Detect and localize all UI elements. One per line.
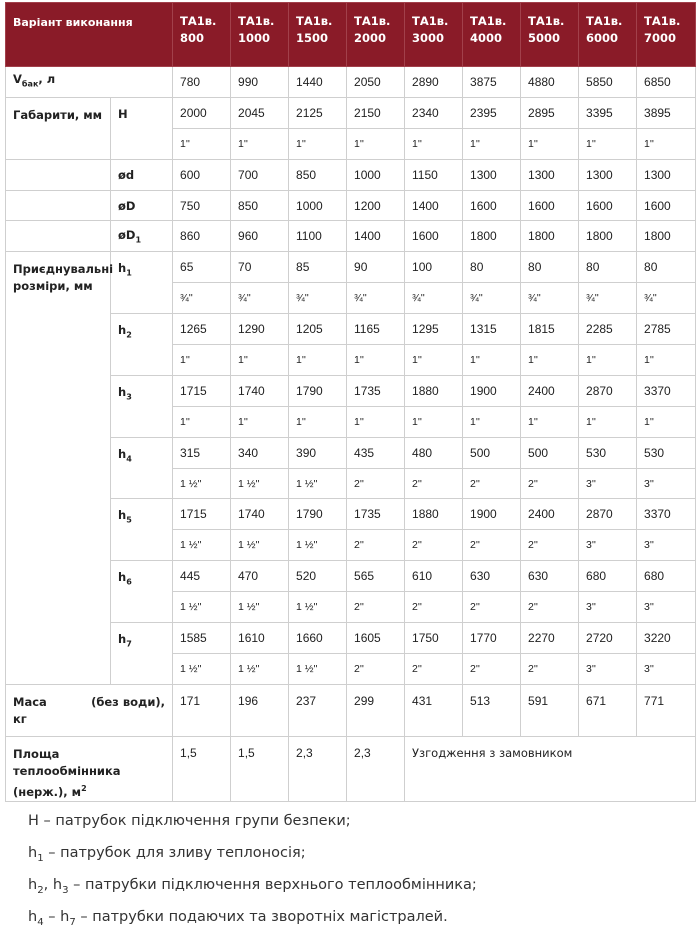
dimension-value: 1400 xyxy=(347,221,405,252)
connection-sub-label: $h_4$ xyxy=(111,437,173,499)
connection-size: 1'' xyxy=(347,345,405,376)
connection-size: 2'' xyxy=(405,653,463,684)
connection-size: 2'' xyxy=(521,530,579,561)
dimensions-spacer xyxy=(6,190,111,221)
dimensions-label: Габарити, мм xyxy=(6,97,111,159)
dimension-value: 1000 xyxy=(289,190,347,221)
connection-dimension: 1295 xyxy=(405,314,463,345)
dimension-row xyxy=(6,159,696,190)
connection-dimension: 1290 xyxy=(231,314,289,345)
connection-size: 1 ½'' xyxy=(173,468,231,499)
connection-dimension: 680 xyxy=(579,561,637,592)
connection-size: 1'' xyxy=(231,345,289,376)
connection-dimension: 1790 xyxy=(289,375,347,406)
connection-dimension: 70 xyxy=(231,252,289,283)
dimension-value: 1600 xyxy=(405,221,463,252)
dimension-value: 1300 xyxy=(521,159,579,190)
connection-size: ¾'' xyxy=(173,283,231,314)
connection-size: ¾'' xyxy=(405,283,463,314)
note-line: $h_2$, $h_3$ – патрубки підключення верхнього теплообмінника; xyxy=(28,876,477,896)
volume-value: 1440 xyxy=(289,67,347,98)
dimension-value: 1'' xyxy=(521,128,579,159)
dimension-value: 1'' xyxy=(579,128,637,159)
connection-size: 1 ½'' xyxy=(231,530,289,561)
connection-size: 2'' xyxy=(347,592,405,623)
dimension-value: 1800 xyxy=(637,221,696,252)
connection-dimension: 1900 xyxy=(463,375,521,406)
connection-dimension: 2870 xyxy=(579,375,637,406)
dimension-value: 1100 xyxy=(289,221,347,252)
mass-value: 196 xyxy=(231,684,289,736)
connection-size: 1 ½'' xyxy=(173,653,231,684)
dimension-value: 2395 xyxy=(463,97,521,128)
connection-size: 1'' xyxy=(405,406,463,437)
connection-dimension: 1715 xyxy=(173,499,231,530)
connection-size: 1'' xyxy=(579,345,637,376)
connection-size: 3'' xyxy=(637,468,696,499)
connection-dimension: 3370 xyxy=(637,375,696,406)
connection-dimension: 610 xyxy=(405,561,463,592)
volume-value: 6850 xyxy=(637,67,696,98)
dimension-value: 2340 xyxy=(405,97,463,128)
dimension-sub-label: øD xyxy=(111,190,173,221)
volume-value: 2890 xyxy=(405,67,463,98)
dimensions-spacer xyxy=(6,221,111,252)
dimension-row xyxy=(6,97,696,128)
dimension-value: 2125 xyxy=(289,97,347,128)
dimension-value: 2895 xyxy=(521,97,579,128)
dimension-sub-label: $øD_1$ xyxy=(111,221,173,252)
mass-label: Маса (без води), кг xyxy=(6,684,173,736)
connection-size: 2'' xyxy=(521,592,579,623)
volume-label: $V_{бак}$, л xyxy=(6,67,173,98)
connection-size: 2'' xyxy=(347,653,405,684)
dimension-value: 700 xyxy=(231,159,289,190)
connection-dimension: 1165 xyxy=(347,314,405,345)
area-row xyxy=(6,736,696,801)
connection-dimension: 1740 xyxy=(231,375,289,406)
dimension-value: 1600 xyxy=(463,190,521,221)
dimension-value: 1800 xyxy=(579,221,637,252)
connection-dimension: 500 xyxy=(521,437,579,468)
connection-dimension: 530 xyxy=(637,437,696,468)
model-header: ТА1в. 6000 xyxy=(579,3,637,67)
mass-value: 671 xyxy=(579,684,637,736)
dimension-value: 2045 xyxy=(231,97,289,128)
connection-size: 1 ½'' xyxy=(289,530,347,561)
mass-row xyxy=(6,684,696,736)
volume-value: 5850 xyxy=(579,67,637,98)
connection-size: ¾'' xyxy=(579,283,637,314)
connection-size: ¾'' xyxy=(463,283,521,314)
connection-dimension: 2720 xyxy=(579,623,637,654)
connection-dimension: 480 xyxy=(405,437,463,468)
connection-size: ¾'' xyxy=(231,283,289,314)
connection-sub-label: $h_6$ xyxy=(111,561,173,623)
dimension-value: 600 xyxy=(173,159,231,190)
model-header: ТА1в. 1500 xyxy=(289,3,347,67)
connection-sub-label: $h_1$ xyxy=(111,252,173,314)
connection-dimension: 1715 xyxy=(173,375,231,406)
connection-dimension: 2870 xyxy=(579,499,637,530)
dimension-value: 1'' xyxy=(347,128,405,159)
mass-value: 513 xyxy=(463,684,521,736)
area-label: Площа теплообмінника (нерж.), $м^2$ xyxy=(6,736,173,801)
connection-dimension: 500 xyxy=(463,437,521,468)
connection-size: 2'' xyxy=(521,653,579,684)
connection-size: 1'' xyxy=(579,406,637,437)
connection-dimension: 315 xyxy=(173,437,231,468)
volume-value: 990 xyxy=(231,67,289,98)
connection-dimension: 3370 xyxy=(637,499,696,530)
dimension-sub-label: H xyxy=(111,97,173,159)
dimension-value: 1800 xyxy=(521,221,579,252)
dimension-value: 960 xyxy=(231,221,289,252)
connection-size: 1'' xyxy=(521,406,579,437)
note-line: H – патрубок підключення групи безпеки; xyxy=(28,813,351,829)
area-value: 2,3 xyxy=(347,736,405,801)
dimension-value: 3395 xyxy=(579,97,637,128)
dimension-value: 850 xyxy=(231,190,289,221)
model-header: ТА1в. 5000 xyxy=(521,3,579,67)
mass-value: 171 xyxy=(173,684,231,736)
dimension-value: 1'' xyxy=(289,128,347,159)
connection-size: 2'' xyxy=(463,592,521,623)
connection-size: 1 ½'' xyxy=(231,592,289,623)
connection-dimension: 1750 xyxy=(405,623,463,654)
connection-size: ¾'' xyxy=(521,283,579,314)
area-agreement: Узгодження з замовником xyxy=(405,736,696,801)
dimension-value: 1300 xyxy=(463,159,521,190)
dimension-value: 1'' xyxy=(637,128,696,159)
connection-dimension: 65 xyxy=(173,252,231,283)
connection-size: 1'' xyxy=(289,345,347,376)
connection-dimension: 530 xyxy=(579,437,637,468)
note-line: $h_1$ – патрубок для зливу теплоносія; xyxy=(28,844,306,864)
area-value: 2,3 xyxy=(289,736,347,801)
connection-sub-label: $h_3$ xyxy=(111,375,173,437)
volume-value: 4880 xyxy=(521,67,579,98)
connection-dimension: 1900 xyxy=(463,499,521,530)
connection-size: 2'' xyxy=(405,530,463,561)
dimension-value: 2000 xyxy=(173,97,231,128)
dimension-value: 1150 xyxy=(405,159,463,190)
connection-dimension: 1605 xyxy=(347,623,405,654)
connection-sub-label: $h_2$ xyxy=(111,314,173,376)
connection-size: 1'' xyxy=(637,345,696,376)
connection-dimension: 2785 xyxy=(637,314,696,345)
connection-dimension: 90 xyxy=(347,252,405,283)
dimension-value: 3895 xyxy=(637,97,696,128)
mass-value: 771 xyxy=(637,684,696,736)
connection-size: 1 ½'' xyxy=(289,653,347,684)
dimension-value: 850 xyxy=(289,159,347,190)
connection-dimension: 2285 xyxy=(579,314,637,345)
connection-dimension: 630 xyxy=(463,561,521,592)
connection-dimension: 2400 xyxy=(521,499,579,530)
connection-dimension: 1265 xyxy=(173,314,231,345)
connection-dimension: 1610 xyxy=(231,623,289,654)
connection-size: 3'' xyxy=(579,592,637,623)
connection-size: 1 ½'' xyxy=(231,468,289,499)
connection-dimension: 1735 xyxy=(347,375,405,406)
header-row xyxy=(6,3,696,67)
connection-size: 2'' xyxy=(463,468,521,499)
connection-dimension: 520 xyxy=(289,561,347,592)
connection-dimension: 1815 xyxy=(521,314,579,345)
connection-dimension: 470 xyxy=(231,561,289,592)
dimension-sub-label: ød xyxy=(111,159,173,190)
mass-value: 237 xyxy=(289,684,347,736)
dimension-value: 1'' xyxy=(463,128,521,159)
volume-value: 2050 xyxy=(347,67,405,98)
connection-size: 1'' xyxy=(405,345,463,376)
dimension-value: 1800 xyxy=(463,221,521,252)
dimension-value: 1600 xyxy=(579,190,637,221)
connection-size: 3'' xyxy=(579,530,637,561)
connection-dimension: 85 xyxy=(289,252,347,283)
dimension-value: 1600 xyxy=(637,190,696,221)
dimension-value: 2150 xyxy=(347,97,405,128)
volume-row xyxy=(6,67,696,98)
area-value: 1,5 xyxy=(231,736,289,801)
dimension-value: 1400 xyxy=(405,190,463,221)
connection-sub-label: $h_7$ xyxy=(111,623,173,685)
model-header: ТА1в. 1000 xyxy=(231,3,289,67)
connection-size: 1'' xyxy=(173,406,231,437)
connection-dimension: 2400 xyxy=(521,375,579,406)
dimension-value: 1'' xyxy=(405,128,463,159)
connection-size: 2'' xyxy=(347,530,405,561)
connection-dimension: 1880 xyxy=(405,375,463,406)
connection-size: 1 ½'' xyxy=(289,592,347,623)
connection-size: 1'' xyxy=(347,406,405,437)
connection-size: 1'' xyxy=(173,345,231,376)
dimensions-spacer xyxy=(6,159,111,190)
connection-size: 3'' xyxy=(637,653,696,684)
connection-dimension: 80 xyxy=(579,252,637,283)
volume-value: 780 xyxy=(173,67,231,98)
connection-dimension: 565 xyxy=(347,561,405,592)
dimension-value: 1'' xyxy=(173,128,231,159)
model-header: ТА1в. 2000 xyxy=(347,3,405,67)
connection-size: ¾'' xyxy=(289,283,347,314)
dimension-value: 1200 xyxy=(347,190,405,221)
connection-size: 1 ½'' xyxy=(231,653,289,684)
connection-dimension: 1770 xyxy=(463,623,521,654)
dimension-row xyxy=(6,190,696,221)
connection-sub-label: $h_5$ xyxy=(111,499,173,561)
connection-row xyxy=(6,252,696,283)
connection-size: 1'' xyxy=(637,406,696,437)
connection-dimension: 3220 xyxy=(637,623,696,654)
connection-dimension: 80 xyxy=(463,252,521,283)
connection-size: 1 ½'' xyxy=(289,468,347,499)
connection-size: 1'' xyxy=(521,345,579,376)
connection-size: 1'' xyxy=(289,406,347,437)
connection-size: 1'' xyxy=(231,406,289,437)
connection-size: 1'' xyxy=(463,345,521,376)
connection-dimension: 100 xyxy=(405,252,463,283)
connection-dimension: 80 xyxy=(637,252,696,283)
connection-size: 1 ½'' xyxy=(173,592,231,623)
model-header: ТА1в. 7000 xyxy=(637,3,696,67)
connection-dimension: 1585 xyxy=(173,623,231,654)
volume-value: 3875 xyxy=(463,67,521,98)
connection-size: 3'' xyxy=(579,468,637,499)
connection-dimension: 2270 xyxy=(521,623,579,654)
connection-dimension: 390 xyxy=(289,437,347,468)
connection-size: 2'' xyxy=(463,653,521,684)
mass-value: 431 xyxy=(405,684,463,736)
connection-dimension: 80 xyxy=(521,252,579,283)
connection-dimension: 1790 xyxy=(289,499,347,530)
connection-size: 1 ½'' xyxy=(173,530,231,561)
connection-dimension: 1740 xyxy=(231,499,289,530)
dimension-value: 1000 xyxy=(347,159,405,190)
connection-dimension: 1660 xyxy=(289,623,347,654)
dimension-value: 860 xyxy=(173,221,231,252)
connection-dimension: 1735 xyxy=(347,499,405,530)
connection-dimension: 630 xyxy=(521,561,579,592)
area-value: 1,5 xyxy=(173,736,231,801)
connection-size: 1'' xyxy=(463,406,521,437)
dimension-value: 1300 xyxy=(579,159,637,190)
note-line: $h_4 - h_7$ – патрубки подаючих та зворотніх магістралей. xyxy=(28,908,448,928)
model-header: ТА1в. 800 xyxy=(173,3,231,67)
model-header: ТА1в. 3000 xyxy=(405,3,463,67)
dimension-value: 1300 xyxy=(637,159,696,190)
connection-size: 2'' xyxy=(463,530,521,561)
connection-dimension: 445 xyxy=(173,561,231,592)
model-header: ТА1в. 4000 xyxy=(463,3,521,67)
connection-dimension: 1205 xyxy=(289,314,347,345)
connection-dimension: 680 xyxy=(637,561,696,592)
connection-size: 2'' xyxy=(405,468,463,499)
connection-size: 3'' xyxy=(579,653,637,684)
header-label: Варіант виконання xyxy=(6,3,173,67)
connection-size: 2'' xyxy=(521,468,579,499)
connection-dimension: 340 xyxy=(231,437,289,468)
connection-size: 2'' xyxy=(405,592,463,623)
connection-size: 3'' xyxy=(637,592,696,623)
mass-value: 299 xyxy=(347,684,405,736)
connection-dimension: 1315 xyxy=(463,314,521,345)
connection-dimension: 1880 xyxy=(405,499,463,530)
dimension-value: 750 xyxy=(173,190,231,221)
connection-dimension: 435 xyxy=(347,437,405,468)
dimension-value: 1'' xyxy=(231,128,289,159)
dimension-row xyxy=(6,221,696,252)
dimension-value: 1600 xyxy=(521,190,579,221)
mass-value: 591 xyxy=(521,684,579,736)
connection-size: ¾'' xyxy=(637,283,696,314)
connection-size: 2'' xyxy=(347,468,405,499)
connection-size: 3'' xyxy=(637,530,696,561)
connection-size: ¾'' xyxy=(347,283,405,314)
table-body xyxy=(6,67,696,802)
connections-label: Приєднувальні розміри, мм xyxy=(6,252,111,684)
spec-table xyxy=(5,2,696,802)
notes xyxy=(28,808,477,936)
